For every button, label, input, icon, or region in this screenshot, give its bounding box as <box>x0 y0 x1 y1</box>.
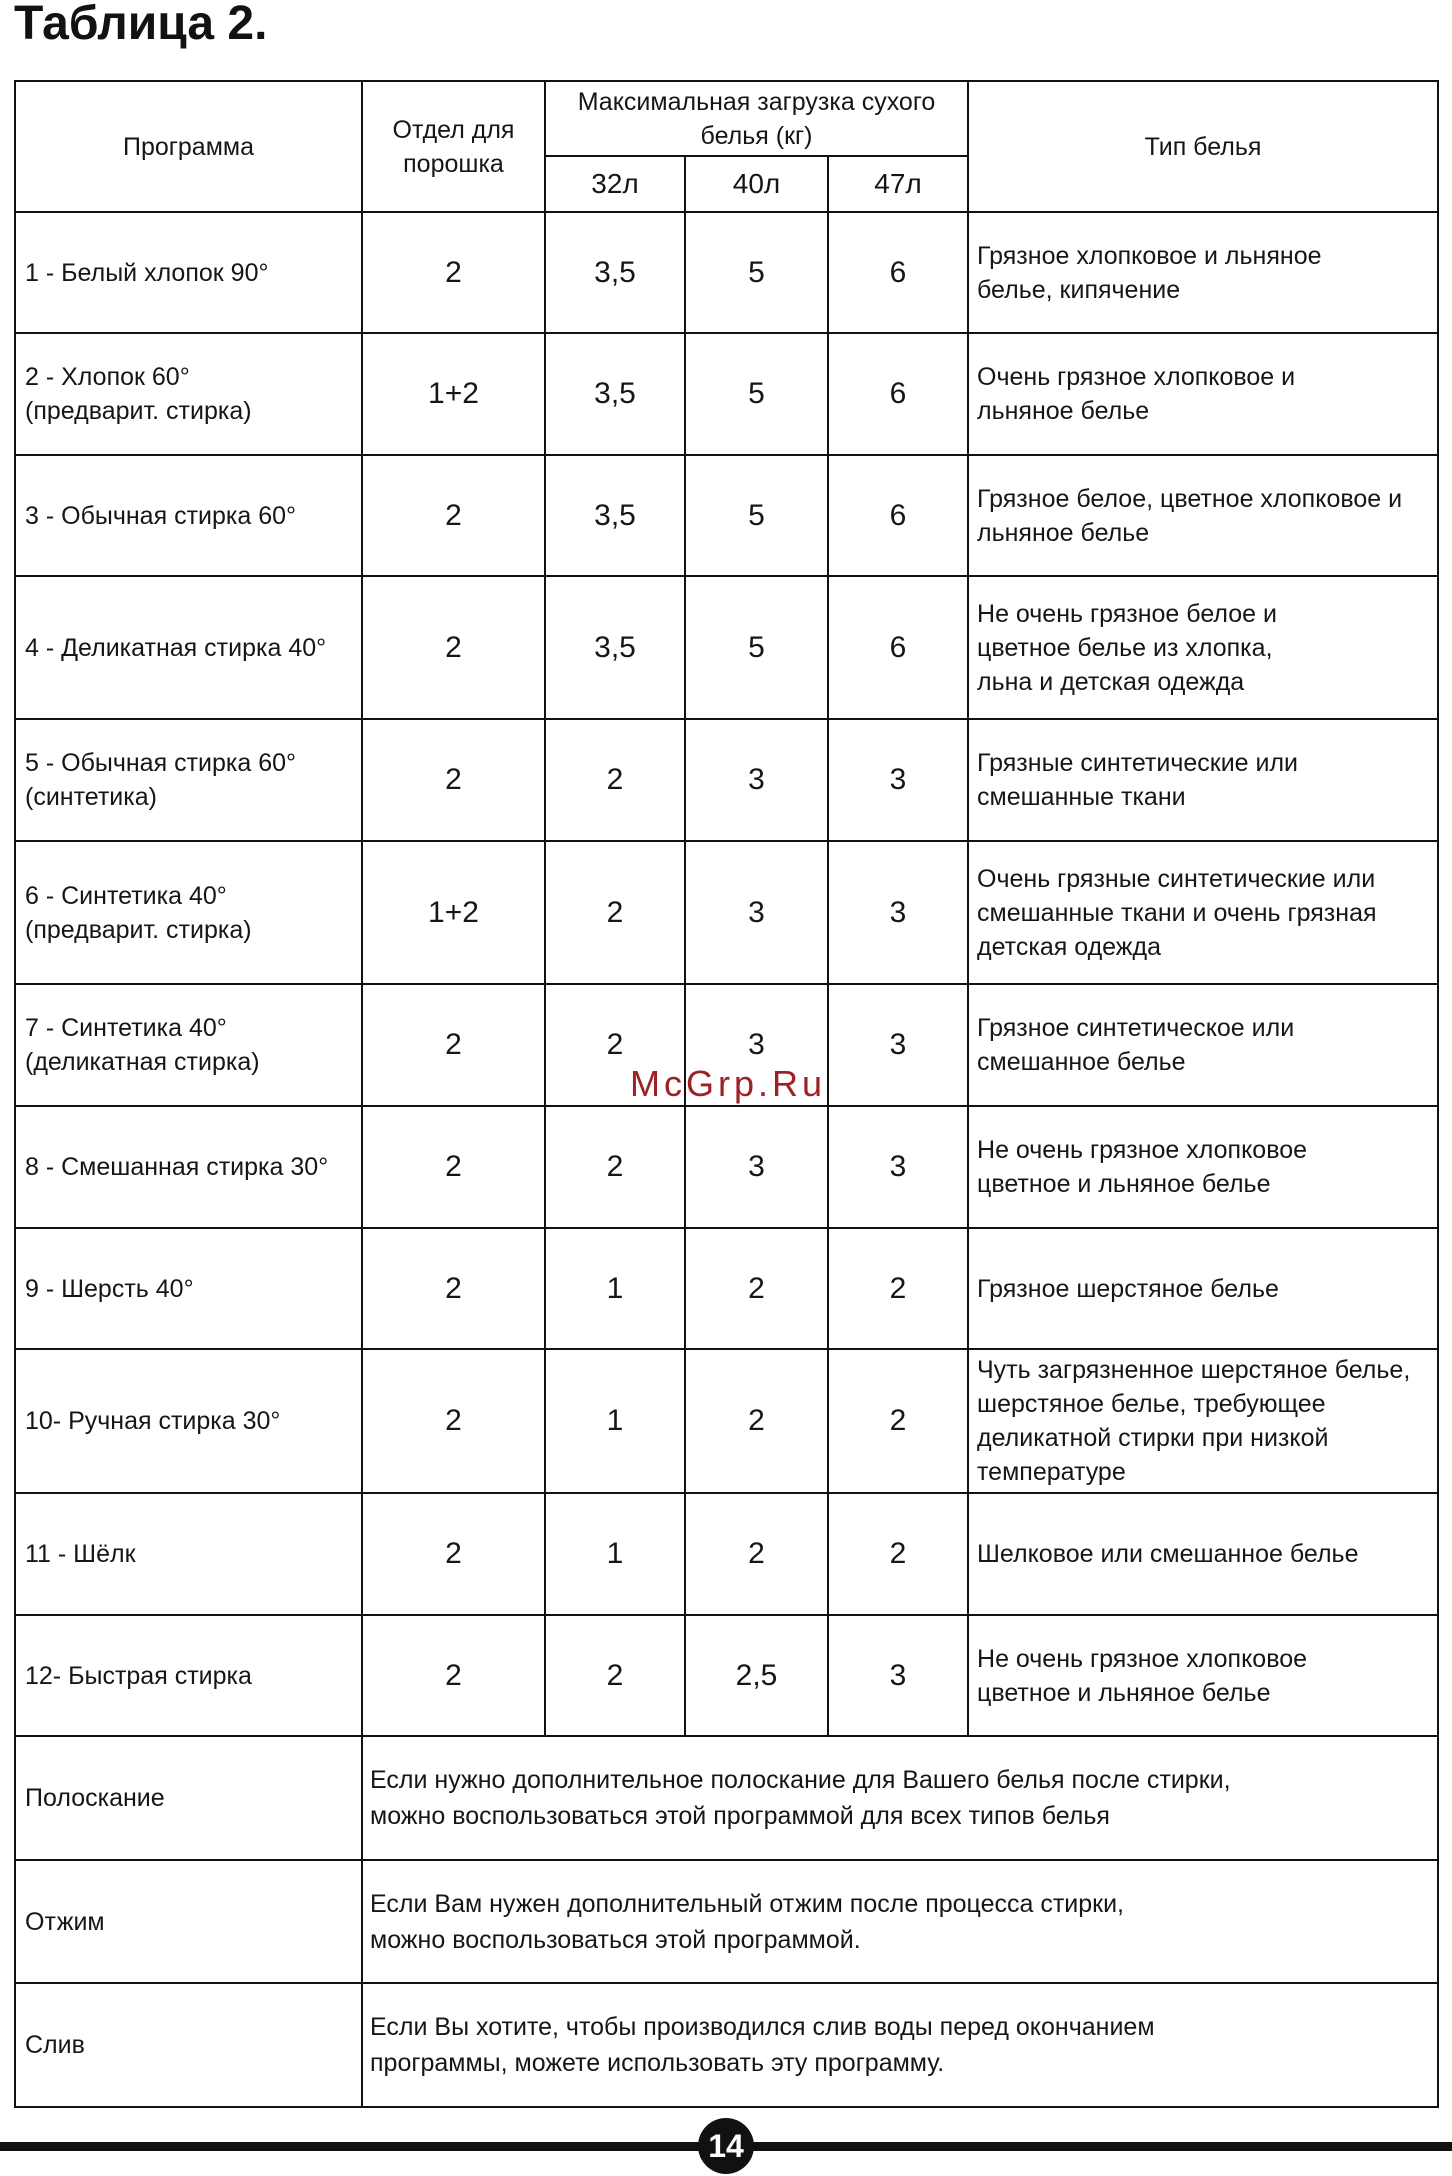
program-cell: 7 - Синтетика 40° (деликатная стирка) <box>15 984 362 1106</box>
load-40l-cell: 5 <box>685 333 828 455</box>
load-32l-cell: 2 <box>545 1106 685 1228</box>
program-cell: 3 - Обычная стирка 60° <box>15 455 362 576</box>
laundry-type-cell: Не очень грязное белое и цветное белье из хлопка, льна и детская одежда <box>968 576 1438 719</box>
program-cell: 10- Ручная стирка 30° <box>15 1349 362 1493</box>
load-40l-cell: 3 <box>685 841 828 984</box>
compartment-cell: 2 <box>362 719 545 841</box>
laundry-type-cell: Грязные синтетические или смешанные ткани <box>968 719 1438 841</box>
load-47l-cell: 3 <box>828 1106 968 1228</box>
load-40l-cell: 2 <box>685 1349 828 1493</box>
program-description-cell: Если Вам нужен дополнительный отжим после процесса стирки, можно воспользоваться этой программой. <box>362 1860 1438 1983</box>
load-40l-cell: 5 <box>685 455 828 576</box>
program-cell: 9 - Шерсть 40° <box>15 1228 362 1349</box>
compartment-cell: 2 <box>362 984 545 1106</box>
load-40l-cell: 2,5 <box>685 1615 828 1736</box>
load-47l-cell: 2 <box>828 1228 968 1349</box>
program-description-cell: Если нужно дополнительное полоскание для Вашего белья после стирки, можно воспользоваться этой программой для всех типов белья <box>362 1736 1438 1860</box>
load-47l-cell: 6 <box>828 455 968 576</box>
table-row <box>15 719 1438 841</box>
load-47l-cell: 6 <box>828 333 968 455</box>
load-32l-cell: 3,5 <box>545 576 685 719</box>
compartment-cell: 2 <box>362 1106 545 1228</box>
header-volume-32l: 32л <box>545 156 685 212</box>
compartment-cell: 2 <box>362 1349 545 1493</box>
laundry-type-cell: Шелковое или смешанное белье <box>968 1493 1438 1615</box>
table-row <box>15 1493 1438 1615</box>
header-compartment: Отдел для порошка <box>362 81 545 212</box>
load-32l-cell: 3,5 <box>545 455 685 576</box>
header-volume-40l: 40л <box>685 156 828 212</box>
table-row <box>15 1615 1438 1736</box>
table-row-extra <box>15 1860 1438 1983</box>
watermark: McGrp.Ru <box>630 1063 827 1104</box>
header-volume-47l: 47л <box>828 156 968 212</box>
header-program: Программа <box>15 81 362 212</box>
load-40l-cell: 5 <box>685 576 828 719</box>
laundry-type-cell: Чуть загрязненное шерстяное белье, шерстяное белье, требующее деликатной стирки при низкой температуре <box>968 1349 1438 1493</box>
laundry-type-cell: Грязное синтетическое или смешанное белье <box>968 984 1438 1106</box>
load-47l-cell: 3 <box>828 984 968 1106</box>
compartment-cell: 2 <box>362 1228 545 1349</box>
laundry-type-cell: Очень грязные синтетические или смешанные ткани и очень грязная детская одежда <box>968 841 1438 984</box>
load-32l-cell: 3,5 <box>545 333 685 455</box>
program-cell: 1 - Белый хлопок 90° <box>15 212 362 333</box>
table-row <box>15 576 1438 719</box>
program-cell: Слив <box>15 1983 362 2107</box>
table-row <box>15 212 1438 333</box>
compartment-cell: 2 <box>362 576 545 719</box>
program-cell: Отжим <box>15 1860 362 1983</box>
table-row <box>15 841 1438 984</box>
laundry-type-cell: Не очень грязное хлопковое цветное и льняное белье <box>968 1106 1438 1228</box>
load-32l-cell: 2 <box>545 984 685 1106</box>
compartment-cell: 2 <box>362 1615 545 1736</box>
laundry-type-cell: Не очень грязное хлопковое цветное и льняное белье <box>968 1615 1438 1736</box>
header-laundry-type: Тип белья <box>968 81 1438 212</box>
load-32l-cell: 3,5 <box>545 212 685 333</box>
load-40l-cell: 3 <box>685 1106 828 1228</box>
load-32l-cell: 2 <box>545 841 685 984</box>
load-32l-cell: 2 <box>545 1615 685 1736</box>
load-47l-cell: 3 <box>828 719 968 841</box>
laundry-type-cell: Грязное хлопковое и льняное белье, кипячение <box>968 212 1438 333</box>
load-47l-cell: 6 <box>828 576 968 719</box>
compartment-cell: 1+2 <box>362 333 545 455</box>
load-47l-cell: 3 <box>828 841 968 984</box>
table-row <box>15 1349 1438 1493</box>
program-cell: 2 - Хлопок 60° (предварит. стирка) <box>15 333 362 455</box>
load-32l-cell: 2 <box>545 719 685 841</box>
load-40l-cell: 3 <box>685 984 828 1106</box>
program-cell: 6 - Синтетика 40° (предварит. стирка) <box>15 841 362 984</box>
load-32l-cell: 1 <box>545 1493 685 1615</box>
load-40l-cell: 5 <box>685 212 828 333</box>
laundry-type-cell: Очень грязное хлопковое и льняное белье <box>968 333 1438 455</box>
program-cell: 4 - Деликатная стирка 40° <box>15 576 362 719</box>
table-row <box>15 1106 1438 1228</box>
load-32l-cell: 1 <box>545 1228 685 1349</box>
page-title: Таблица 2. <box>14 0 268 50</box>
laundry-type-cell: Грязное белое, цветное хлопковое и льняное белье <box>968 455 1438 576</box>
load-32l-cell: 1 <box>545 1349 685 1493</box>
program-cell: 5 - Обычная стирка 60° (синтетика) <box>15 719 362 841</box>
header-max-load: Максимальная загрузка сухого белья (кг) <box>545 81 968 156</box>
program-cell: Полоскание <box>15 1736 362 1860</box>
program-cell: 11 - Шёлк <box>15 1493 362 1615</box>
compartment-cell: 1+2 <box>362 841 545 984</box>
load-47l-cell: 2 <box>828 1493 968 1615</box>
page-number-badge: 14 <box>698 2118 754 2174</box>
load-47l-cell: 2 <box>828 1349 968 1493</box>
load-40l-cell: 2 <box>685 1228 828 1349</box>
table-row-extra <box>15 1983 1438 2107</box>
table-row <box>15 1228 1438 1349</box>
compartment-cell: 2 <box>362 455 545 576</box>
table-row <box>15 333 1438 455</box>
compartment-cell: 2 <box>362 1493 545 1615</box>
program-description-cell: Если Вы хотите, чтобы производился слив воды перед окончанием программы, можете использовать эту программу. <box>362 1983 1438 2107</box>
laundry-type-cell: Грязное шерстяное белье <box>968 1228 1438 1349</box>
load-47l-cell: 6 <box>828 212 968 333</box>
load-47l-cell: 3 <box>828 1615 968 1736</box>
table-row-extra <box>15 1736 1438 1860</box>
table-row <box>15 455 1438 576</box>
program-cell: 8 - Смешанная стирка 30° <box>15 1106 362 1228</box>
load-40l-cell: 2 <box>685 1493 828 1615</box>
program-cell: 12- Быстрая стирка <box>15 1615 362 1736</box>
table-header-row <box>15 81 1438 156</box>
load-40l-cell: 3 <box>685 719 828 841</box>
compartment-cell: 2 <box>362 212 545 333</box>
